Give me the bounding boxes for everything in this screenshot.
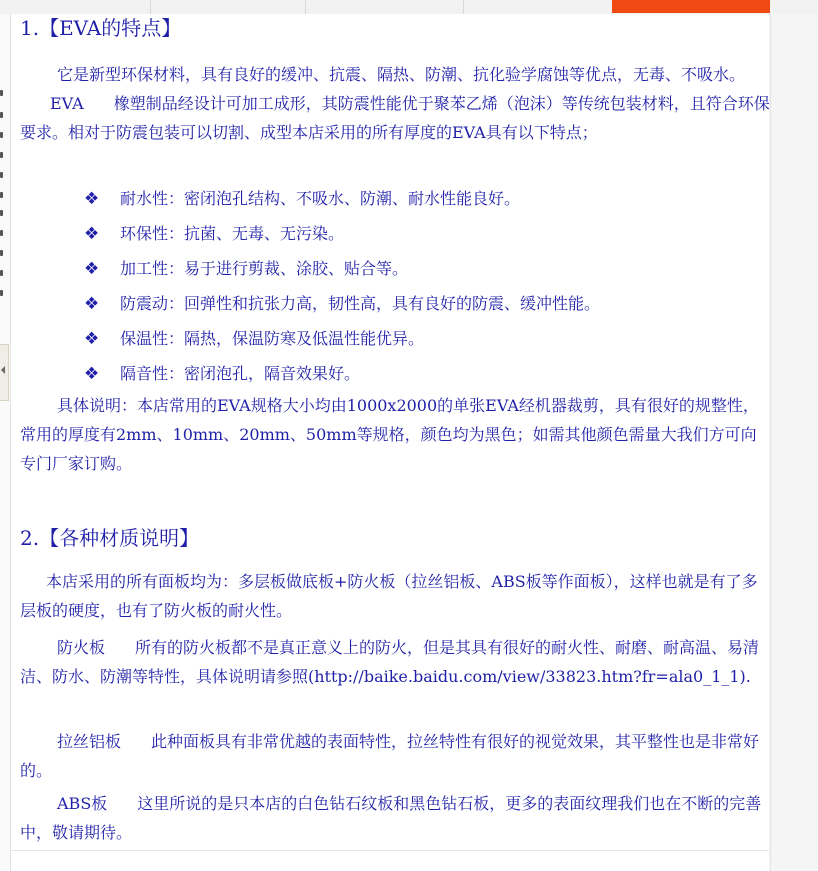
abs-board-term: ABS板: [57, 794, 108, 813]
browser-tab[interactable]: [0, 0, 151, 14]
browser-tab-bar: [0, 0, 818, 15]
diamond-bullet-icon: ❖: [84, 329, 100, 349]
fire-board-description: 所有的防火板都不是真正意义上的防火，但是其具有很好的耐火性、耐磨、耐高温、易清洁、防水、防潮等特性，具体说明请参照(http://baike.baidu.com/view/33823.htm?fr=ala0_1_1).: [20, 638, 760, 686]
left-sidebar-edge: [0, 14, 11, 871]
section-1-intro-eva: EVA: [50, 94, 84, 113]
list-item: [84, 181, 600, 216]
active-tab-highlight[interactable]: [612, 0, 770, 13]
brushed-aluminum-paragraph: [20, 727, 772, 785]
list-item-text: 隔音性：密闭泡孔，隔音效果好。: [120, 364, 361, 383]
list-item-text: 耐水性：密闭泡孔结构、不吸水、防潮、耐水性能良好。: [120, 189, 521, 208]
list-item: [84, 286, 600, 321]
sidebar-marker: [0, 290, 3, 296]
list-item: [84, 321, 600, 356]
list-item-text: 保温性：隔热，保温防寒及低温性能优异。: [120, 329, 425, 348]
browser-tab[interactable]: [150, 0, 306, 14]
document-page: [11, 14, 769, 871]
sidebar-marker: [0, 250, 3, 256]
sidebar-marker: [0, 132, 3, 138]
sidebar-marker: [0, 192, 3, 198]
list-item: [84, 251, 600, 286]
sidebar-marker: [0, 210, 3, 216]
section-1-intro-part-1: 它是新型环保材料，具有良好的缓冲、抗震、隔热、防潮、抗化验学腐蚀等优点，无毒、不吸水。: [57, 65, 746, 84]
brushed-aluminum-description: 此种面板具有非常优越的表面特性，拉丝特性有很好的视觉效果，其平整性也是非常好的。: [20, 732, 760, 780]
section-2-title: 2.【各种材质说明】: [20, 526, 200, 550]
section-1-title: 1.【EVA的特点】: [20, 16, 182, 40]
list-item-text: 加工性：易于进行剪裁、涂胶、贴合等。: [120, 259, 409, 278]
diamond-bullet-icon: ❖: [84, 259, 100, 279]
browser-tab[interactable]: [305, 0, 464, 14]
right-margin: [770, 14, 818, 871]
eva-feature-list: [84, 181, 600, 391]
list-item: [84, 356, 600, 391]
diamond-bullet-icon: ❖: [84, 189, 100, 209]
fire-board-term: 防火板: [57, 638, 106, 657]
section-2-intro: 本店采用的所有面板均为：多层板做底板+防火板（拉丝铝板、ABS板等作面板），这样也就是有了多层板的硬度，也有了防火板的耐火性。: [20, 572, 758, 620]
abs-board-paragraph: [20, 789, 772, 847]
diamond-bullet-icon: ❖: [84, 294, 100, 314]
sidebar-marker: [0, 112, 3, 118]
brushed-aluminum-term: 拉丝铝板: [57, 732, 122, 751]
sidebar-marker: [0, 90, 3, 96]
sidebar-marker: [0, 152, 3, 158]
page-divider: [11, 850, 769, 851]
list-item: [84, 216, 600, 251]
sidebar-marker: [0, 172, 3, 178]
list-item-text: 环保性：抗菌、无毒、无污染。: [120, 224, 345, 243]
fire-board-paragraph: [20, 633, 772, 691]
diamond-bullet-icon: ❖: [84, 224, 100, 244]
section-1-detail: 具体说明：本店常用的EVA规格大小均由1000x2000的单张EVA经机器裁剪，具有很好的规整性，常用的厚度有2mm、10mm、20mm、50mm等规格，颜色均为黑色；如需其他颜色需量大我们方可向专门厂家订购。: [20, 396, 759, 473]
diamond-bullet-icon: ❖: [84, 364, 100, 384]
browser-tab[interactable]: [463, 0, 613, 14]
list-item-text: 防震动：回弹性和抗张力高，韧性高，具有良好的防震、缓冲性能。: [120, 294, 601, 313]
sidebar-marker: [0, 270, 3, 276]
abs-board-description: 这里所说的是只本店的白色钻石纹板和黑色钻石板，更多的表面纹理我们也在不断的完善中，敬请期待。: [20, 794, 762, 842]
section-1-intro-part-2: 橡塑制品经设计可加工成形，其防震性能优于聚苯乙烯（泡沫）等传统包装材料，且符合环保要求。相对于防震包装可以切割、成型本店采用的所有厚度的EVA具有以下特点；: [20, 94, 770, 142]
section-1-intro: [20, 60, 772, 147]
chevron-left-icon[interactable]: [1, 366, 5, 374]
sidebar-marker: [0, 230, 3, 236]
